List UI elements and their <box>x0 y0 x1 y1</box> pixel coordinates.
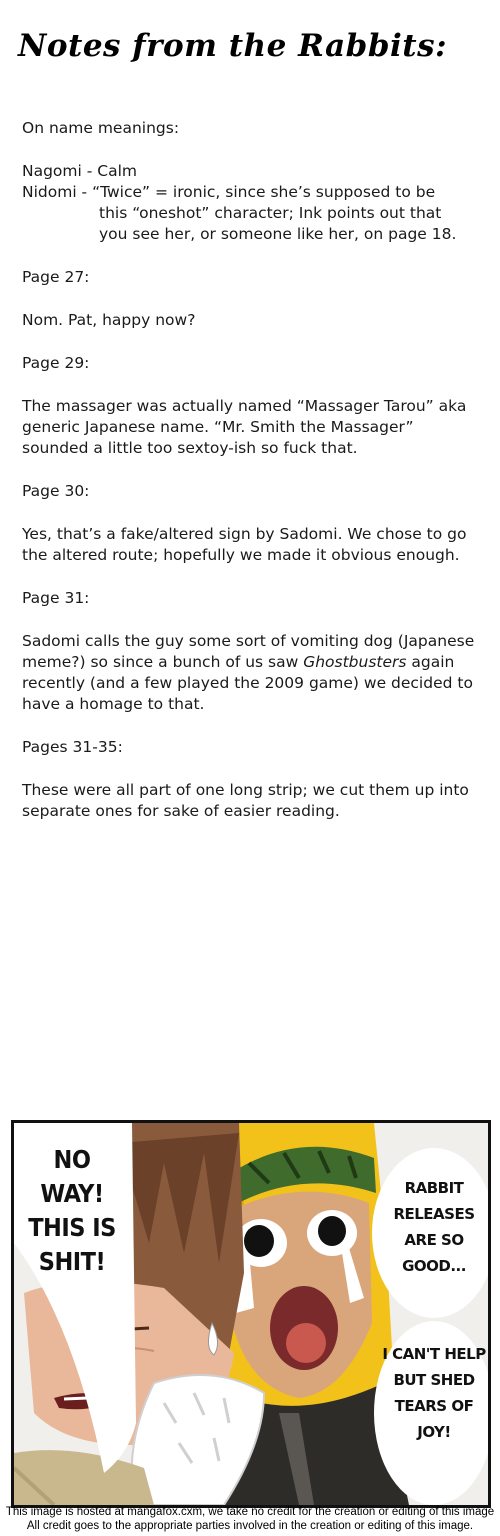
disclaimer-line-1: This image is hosted at mangafox.cxm, we take no credit for the creation or editing of this image <box>5 1506 495 1518</box>
page-title: Notes from the Rabbits: <box>18 28 448 64</box>
page31-text-b: again recently (and a few played the 2009 game) we decided to have a homage to that. <box>22 653 473 713</box>
page31-label: Page 31: <box>22 589 90 607</box>
name-meaning-nagomi: Nagomi - Calm <box>22 162 137 180</box>
page31-text-a: Sadomi calls the guy some sort of vomiting dog (Japanese meme?) so since a bunch of us saw <box>22 632 475 671</box>
speech-bubble-right-top: RABBIT RELEASES ARE SO GOOD... <box>393 1179 475 1275</box>
page31-text-title: Ghostbusters <box>303 653 407 671</box>
name-meaning-nidomi-cont-2: you see her, or someone like her, on page 18. <box>99 225 457 243</box>
name-meaning-nidomi-cont-1: this “oneshot” character; Ink points out that <box>99 204 442 222</box>
name-meaning-nidomi: Nidomi - “Twice” = ironic, since she’s supposed to be <box>22 183 436 201</box>
page31-text <box>22 631 482 715</box>
hosting-disclaimer <box>0 1505 500 1533</box>
page27-label: Page 27: <box>22 268 90 286</box>
page30-label: Page 30: <box>22 482 90 500</box>
page30-text: Yes, that’s a fake/altered sign by Sadomi. We chose to go the altered route; hopefully we made it obvious enough. <box>22 525 467 564</box>
name-meanings-list <box>22 161 482 245</box>
pages31-35-text: These were all part of one long strip; we cut them up into separate ones for sake of easier reading. <box>22 781 469 820</box>
disclaimer-line-2: All credit goes to the appropriate parties involved in the creation or editing of this image. <box>26 1520 474 1532</box>
speech-bubble-right-bottom: I CAN'T HELP BUT SHED TEARS OF JOY! <box>382 1345 486 1441</box>
pages31-35-label: Pages 31-35: <box>22 738 123 756</box>
page27-text: Nom. Pat, happy now? <box>22 311 196 329</box>
page29-text: The massager was actually named “Massager Tarou” aka generic Japanese name. “Mr. Smith the Massager” sounded a little too sextoy-ish so fuck that. <box>22 397 467 457</box>
name-meanings-heading: On name meanings: <box>22 119 180 137</box>
notes-body <box>22 118 482 844</box>
page29-label: Page 29: <box>22 354 90 372</box>
speech-bubble-left: NO WAY! THIS IS SHIT! <box>28 1145 116 1276</box>
comic-panel <box>11 1120 491 1508</box>
